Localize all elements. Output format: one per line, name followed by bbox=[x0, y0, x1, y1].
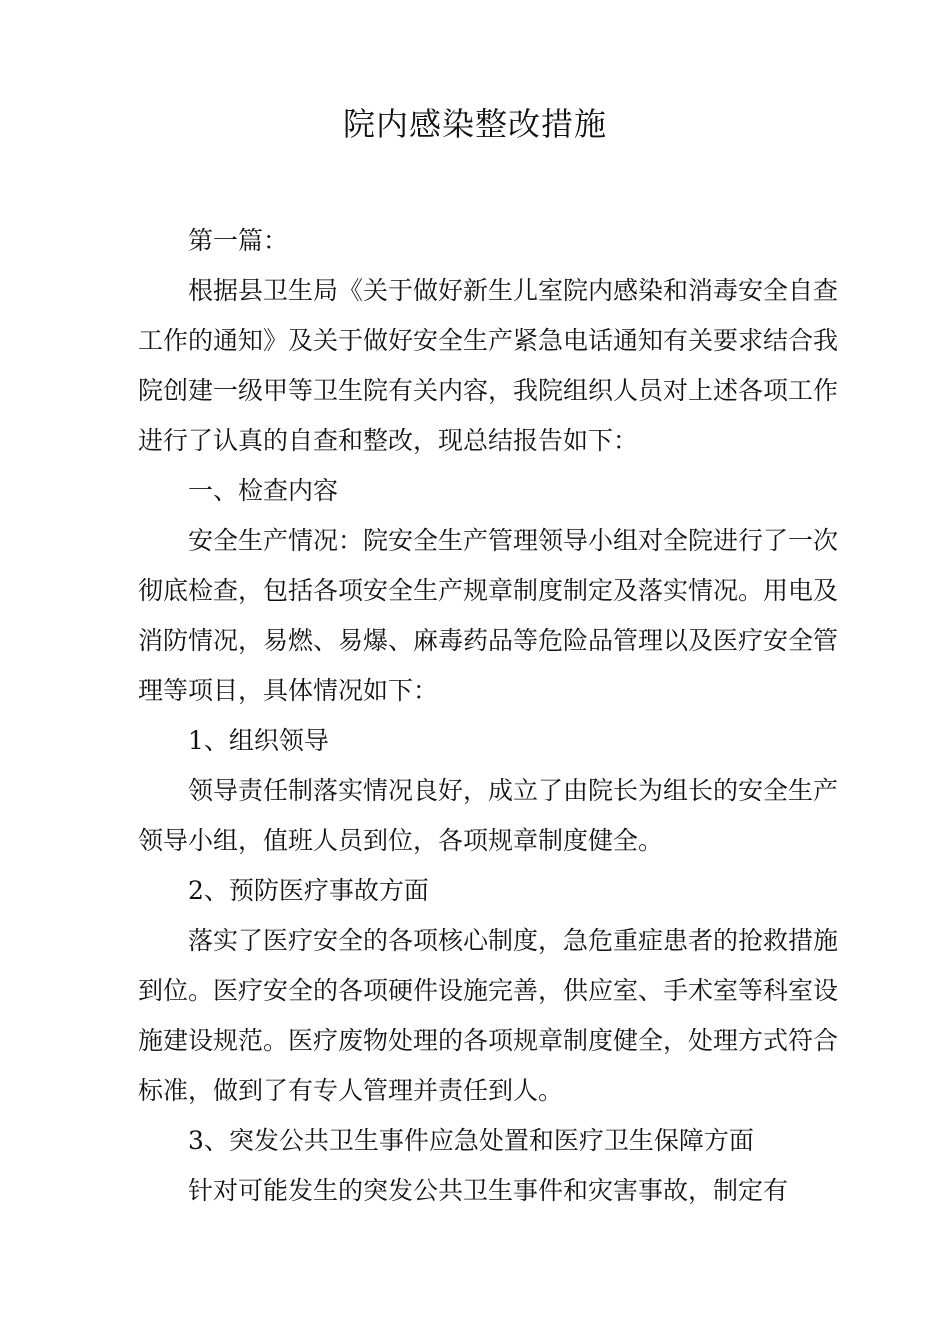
paragraph-prevention: 落实了医疗安全的各项核心制度，急危重症患者的抢救措施到位。医疗安全的各项硬件设施完善，供应室、手术室等科室设施建设规范。医疗废物处理的各项规章制度健全，处理方式符合标准，做到了有专人管理并责任到人。 bbox=[138, 926, 839, 1105]
document-body bbox=[138, 216, 838, 1216]
paragraph-heading-organization: 1、组织领导 bbox=[188, 726, 329, 755]
paragraph-heading-inspection: 一、检查内容 bbox=[188, 476, 339, 505]
paragraph-section-heading: 第一篇： bbox=[188, 226, 289, 255]
paragraph-organization: 领导责任制落实情况良好，成立了由院长为组长的安全生产领导小组，值班人员到位，各项规章制度健全。 bbox=[138, 776, 839, 855]
paragraph-intro: 根据县卫生局《关于做好新生儿室院内感染和消毒安全自查工作的通知》及关于做好安全生产紧急电话通知有关要求结合我院创建一级甲等卫生院有关内容，我院组织人员对上述各项工作进行了认真的自查和整改，现总结报告如下： bbox=[138, 276, 839, 455]
paragraph-safety-status: 安全生产情况：院安全生产管理领导小组对全院进行了一次彻底检查，包括各项安全生产规章制度制定及落实情况。用电及消防情况，易燃、易爆、麻毒药品等危险品管理以及医疗安全管理等项目，具体情况如下： bbox=[138, 526, 839, 705]
document-title: 院内感染整改措施 bbox=[342, 105, 607, 143]
paragraph-emergency: 针对可能发生的突发公共卫生事件和灾害事故，制定有 bbox=[188, 1176, 789, 1205]
paragraph-heading-prevention: 2、预防医疗事故方面 bbox=[188, 876, 429, 905]
paragraph-heading-emergency: 3、突发公共卫生事件应急处置和医疗卫生保障方面 bbox=[188, 1126, 754, 1155]
